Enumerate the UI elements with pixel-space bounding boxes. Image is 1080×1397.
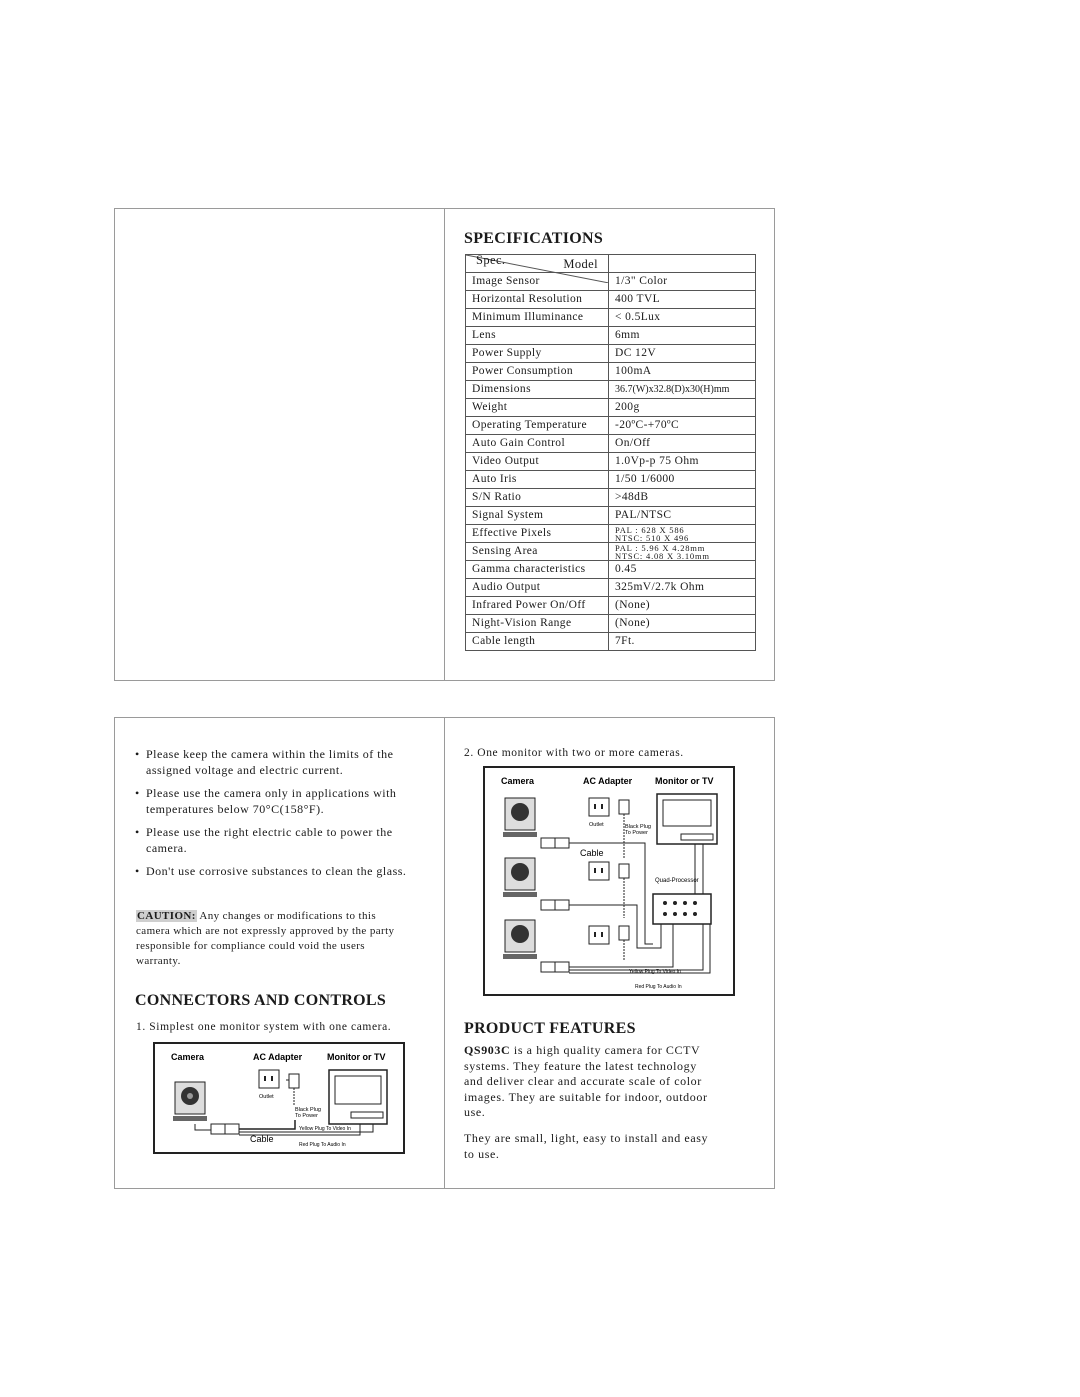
precautions-list bbox=[136, 746, 411, 886]
spec-value: DC 12V bbox=[609, 345, 756, 363]
spec-value: -20ºC-+70ºC bbox=[609, 417, 756, 435]
precaution-item: • Please use the camera only in applications with temperatures below 70°C(158°F). bbox=[136, 785, 411, 817]
spec-value-pal: PAL : 628 X 586 bbox=[615, 524, 685, 535]
precaution-item: • Please keep the camera within the limits of the assigned voltage and electric current. bbox=[136, 746, 411, 778]
camera-label: Camera bbox=[501, 776, 535, 786]
spec-value bbox=[609, 525, 756, 543]
diagram-one-svg bbox=[155, 1044, 403, 1152]
header-model-label: Model bbox=[563, 257, 598, 271]
spec-label: Image Sensor bbox=[466, 273, 609, 291]
diagram-one-camera bbox=[153, 1042, 405, 1154]
spec-value: (None) bbox=[609, 597, 756, 615]
diagram-multi-camera bbox=[483, 766, 735, 996]
cable-label: Cable bbox=[580, 848, 604, 858]
camera-icon bbox=[503, 798, 537, 837]
spec-row bbox=[466, 417, 756, 435]
spec-value: 100mA bbox=[609, 363, 756, 381]
spec-row bbox=[466, 291, 756, 309]
spec-row bbox=[466, 399, 756, 417]
spec-label: Night-Vision Range bbox=[466, 615, 609, 633]
spec-row bbox=[466, 363, 756, 381]
outlet-label: Outlet bbox=[259, 1094, 274, 1100]
spec-row bbox=[466, 561, 756, 579]
monitor-icon bbox=[329, 1070, 387, 1124]
spec-label: Power Supply bbox=[466, 345, 609, 363]
spec-value: PAL/NTSC bbox=[609, 507, 756, 525]
spec-row bbox=[466, 435, 756, 453]
spec-value: >48dB bbox=[609, 489, 756, 507]
spec-value: (None) bbox=[609, 615, 756, 633]
diagram-multi-svg bbox=[485, 768, 733, 994]
spec-label: Minimum Illuminance bbox=[466, 309, 609, 327]
caution-label: CAUTION: bbox=[137, 910, 196, 922]
spec-value-pal: PAL : 5.96 X 4.28mm bbox=[615, 542, 706, 553]
spec-value: < 0.5Lux bbox=[609, 309, 756, 327]
spec-row bbox=[466, 579, 756, 597]
spec-header-cell bbox=[466, 255, 609, 273]
spec-label: S/N Ratio bbox=[466, 489, 609, 507]
connectors-title: CONNECTORS AND CONTROLS bbox=[135, 992, 387, 1009]
red-plug-label: Red Plug To Audio In bbox=[299, 1142, 346, 1148]
ac-adapter-label: AC Adapter bbox=[583, 776, 633, 786]
spec-row bbox=[466, 489, 756, 507]
spec-row bbox=[466, 309, 756, 327]
adapter-icon bbox=[619, 800, 629, 814]
cable-label: Cable bbox=[250, 1134, 274, 1144]
specifications-title: SPECIFICATIONS bbox=[464, 230, 604, 247]
features-para2: They are small, light, easy to install and easy to use. bbox=[464, 1131, 709, 1161]
spec-value-ntsc: NTSC: 510 X 496 bbox=[615, 532, 690, 543]
adapter-icon bbox=[619, 926, 629, 940]
spec-label: Sensing Area bbox=[466, 543, 609, 561]
yellow-plug-label: Yellow Plug To Video In bbox=[629, 969, 681, 975]
specifications-table bbox=[465, 254, 756, 651]
spec-row bbox=[466, 615, 756, 633]
monitor-label: Monitor or TV bbox=[655, 776, 714, 786]
camera-icon bbox=[503, 920, 537, 959]
spec-row bbox=[466, 525, 756, 543]
spec-value bbox=[609, 543, 756, 561]
spec-label: Auto Iris bbox=[466, 471, 609, 489]
spec-row bbox=[466, 453, 756, 471]
spec-label: Audio Output bbox=[466, 579, 609, 597]
product-features-title: PRODUCT FEATURES bbox=[464, 1020, 636, 1037]
connectors-item2: 2. One monitor with two or more cameras. bbox=[464, 747, 684, 759]
connectors-item1: 1. Simplest one monitor system with one camera. bbox=[136, 1021, 392, 1033]
spec-label: Video Output bbox=[466, 453, 609, 471]
caution-note bbox=[136, 909, 411, 969]
ac-adapter-label: AC Adapter bbox=[253, 1052, 303, 1062]
outlet-label: Outlet bbox=[589, 822, 604, 828]
camera-icon bbox=[503, 858, 537, 897]
black-plug-label: Black Plug bbox=[295, 1107, 321, 1113]
spec-value: 0.45 bbox=[609, 561, 756, 579]
adapter-icon bbox=[286, 1074, 299, 1106]
spec-header-blank bbox=[609, 255, 756, 273]
spec-row bbox=[466, 507, 756, 525]
spec-value-ntsc: NTSC: 4.08 X 3.10mm bbox=[615, 550, 710, 561]
model-name: QS903C bbox=[464, 1043, 511, 1057]
features-para1: is a high quality camera for CCTV systems. They feature the latest technology and deliver clear and accurate scale of color images. They are suitable for indoor, outdoor use. bbox=[464, 1043, 708, 1119]
spec-row bbox=[466, 327, 756, 345]
spec-label: Infrared Power On/Off bbox=[466, 597, 609, 615]
spec-row bbox=[466, 633, 756, 651]
adapter-icon bbox=[619, 864, 629, 878]
cable-connector-icon bbox=[211, 1124, 239, 1134]
quad-processor-icon bbox=[653, 894, 711, 924]
precaution-item: • Please use the right electric cable to power the camera. bbox=[136, 824, 411, 856]
spec-value: 1/3" Color bbox=[609, 273, 756, 291]
header-spec-label: Spec. bbox=[476, 253, 506, 267]
outlet-icon bbox=[589, 862, 609, 880]
spec-label: Signal System bbox=[466, 507, 609, 525]
outlet-icon bbox=[589, 798, 609, 816]
red-plug-label: Red Plug To Audio In bbox=[635, 984, 682, 990]
bottom-panel-divider bbox=[444, 718, 445, 1188]
spec-label: Lens bbox=[466, 327, 609, 345]
spec-row bbox=[466, 597, 756, 615]
spec-row bbox=[466, 543, 756, 561]
spec-label: Weight bbox=[466, 399, 609, 417]
spec-value: 1.0Vp-p 75 Ohm bbox=[609, 453, 756, 471]
camera-icon bbox=[173, 1082, 207, 1121]
spec-label: Operating Temperature bbox=[466, 417, 609, 435]
to-power-label: To Power bbox=[295, 1113, 318, 1119]
top-panel-divider bbox=[444, 209, 445, 680]
to-power-label: To Power bbox=[625, 830, 648, 836]
yellow-plug-label: Yellow Plug To Video In bbox=[299, 1126, 351, 1132]
precaution-item: • Don't use corrosive substances to clean the glass. bbox=[136, 863, 411, 879]
spec-header-row bbox=[466, 255, 756, 273]
spec-value: 200g bbox=[609, 399, 756, 417]
camera-label: Camera bbox=[171, 1052, 205, 1062]
spec-label: Gamma characteristics bbox=[466, 561, 609, 579]
spec-row bbox=[466, 381, 756, 399]
spec-row bbox=[466, 471, 756, 489]
monitor-label: Monitor or TV bbox=[327, 1052, 386, 1062]
monitor-icon bbox=[657, 794, 717, 844]
spec-value: 36.7(W)x32.8(D)x30(H)mm bbox=[609, 381, 756, 399]
spec-label: Dimensions bbox=[466, 381, 609, 399]
caution-text-line1: Any changes or modifications bbox=[196, 910, 343, 922]
product-features-paragraph bbox=[464, 1043, 714, 1121]
outlet-icon bbox=[259, 1070, 279, 1088]
spec-value: On/Off bbox=[609, 435, 756, 453]
spec-value: 400 TVL bbox=[609, 291, 756, 309]
spec-label: Power Consumption bbox=[466, 363, 609, 381]
quad-processor-label: Quad-Processor bbox=[655, 878, 699, 884]
spec-row bbox=[466, 345, 756, 363]
caution-text-rest: to this camera which are not expressly approved by the party responsible for compliance could void the users warranty. bbox=[136, 910, 395, 967]
spec-label: Effective Pixels bbox=[466, 525, 609, 543]
spec-value: 1/50 1/6000 bbox=[609, 471, 756, 489]
spec-value: 6mm bbox=[609, 327, 756, 345]
spec-label: Cable length bbox=[466, 633, 609, 651]
black-plug-label: Black Plug bbox=[625, 824, 651, 830]
spec-label: Horizontal Resolution bbox=[466, 291, 609, 309]
outlet-icon bbox=[589, 926, 609, 944]
spec-value: 325mV/2.7k Ohm bbox=[609, 579, 756, 597]
spec-label: Auto Gain Control bbox=[466, 435, 609, 453]
spec-value: 7Ft. bbox=[609, 633, 756, 651]
